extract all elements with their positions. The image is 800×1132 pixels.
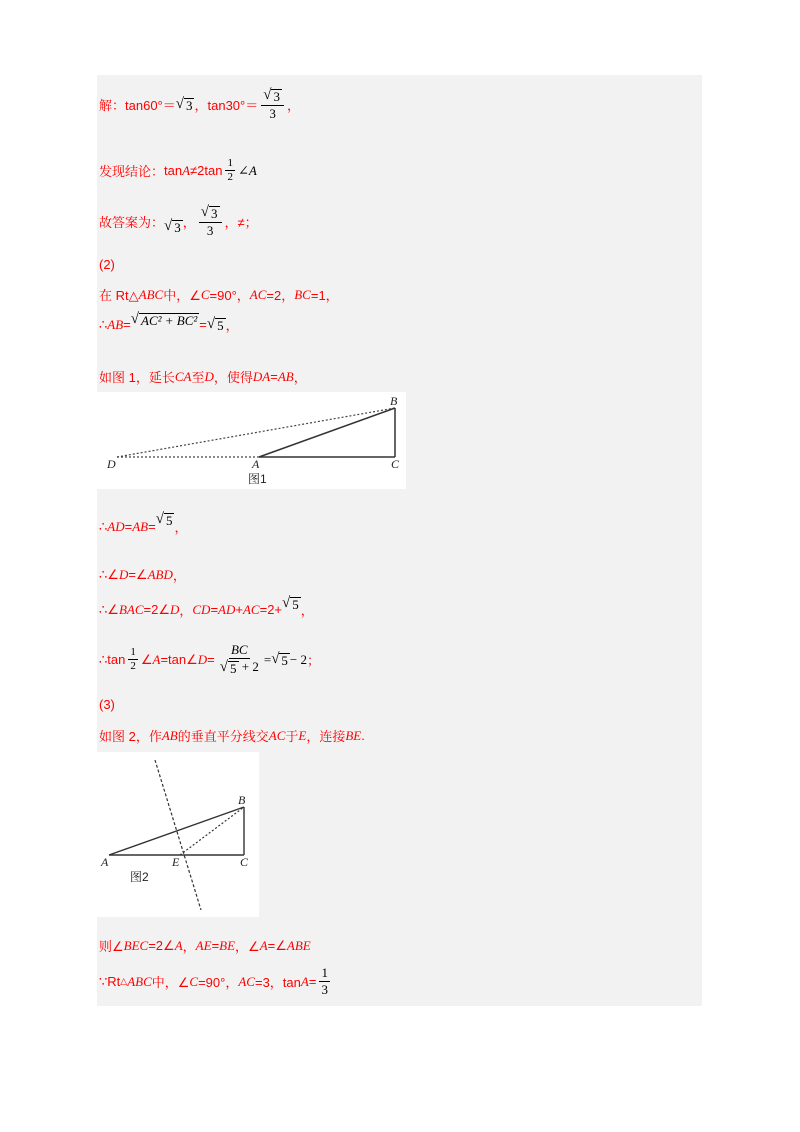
label-B: B — [238, 793, 246, 807]
text: ，∠ — [235, 939, 260, 954]
var: AE — [195, 937, 212, 953]
fraction-half — [128, 647, 138, 672]
text: 于 — [285, 729, 299, 744]
var: ABD — [147, 566, 173, 582]
fraction — [261, 88, 284, 121]
text: ， — [286, 98, 300, 113]
line-ad-eq-ab — [99, 510, 188, 536]
radicand: 5 — [230, 661, 237, 676]
radicand: 3 — [185, 97, 193, 113]
line-tan-half-a — [99, 643, 320, 676]
text: tan30°＝ — [207, 98, 259, 113]
fraction-denominator: 2 — [227, 171, 233, 183]
var: E — [298, 727, 307, 743]
fraction-denominator: 3 — [321, 982, 328, 997]
text: ∠ — [140, 651, 153, 667]
label-E: E — [172, 855, 180, 869]
var: CA — [174, 368, 192, 384]
fraction-denominator: 2 — [130, 660, 136, 672]
label-B: B — [390, 394, 398, 408]
text: =tan∠ — [160, 651, 198, 667]
radicand: AC² + BC² — [141, 312, 198, 328]
text: (3) — [99, 697, 115, 712]
radicand: 3 — [174, 219, 181, 235]
segment-AB — [259, 408, 395, 457]
text: ∴∠ — [99, 566, 119, 582]
var: BC — [294, 286, 311, 302]
var: ABC — [127, 973, 152, 989]
text: =2， — [266, 288, 295, 303]
text: − 2 — [289, 651, 308, 667]
text: ， — [293, 370, 307, 385]
text: 故答案为： — [99, 215, 165, 230]
text: =∠ — [267, 937, 287, 953]
text: 至 — [191, 370, 205, 385]
line-tan-values — [99, 88, 300, 121]
text: ∴ — [99, 518, 108, 534]
fraction-numerator: BC — [230, 642, 248, 657]
text: ，连接 — [306, 729, 346, 744]
text: 发现结论： — [99, 164, 165, 179]
text: 中，∠ — [151, 975, 190, 990]
fraction-numerator: 1 — [227, 157, 233, 169]
var: ABC — [138, 286, 164, 302]
text: ∵Rt — [99, 973, 121, 989]
text: ， — [174, 520, 188, 535]
var: DA — [252, 368, 271, 384]
var: ABE — [286, 937, 311, 953]
text: ∴tan — [99, 651, 126, 667]
segment-BE — [180, 807, 244, 855]
fraction-numerator: 1 — [321, 965, 328, 980]
text: ， — [225, 318, 239, 333]
radicand: 5 — [292, 596, 299, 612]
var: D — [118, 566, 129, 582]
var: BEC — [123, 937, 149, 953]
text: = — [263, 651, 272, 667]
line-triangle-tan — [99, 966, 333, 997]
text: =2+ — [259, 602, 283, 617]
text: ； — [307, 653, 321, 668]
text: =∠ — [128, 566, 148, 582]
fraction-numerator: √ 3 — [199, 205, 222, 223]
var: BAC — [118, 601, 144, 617]
text: 如图 1，延长 — [99, 370, 175, 385]
line-angle-bac — [99, 594, 314, 619]
radicand: 3 — [273, 89, 280, 104]
text: tan — [164, 163, 183, 178]
line-figure1-desc — [99, 367, 307, 386]
var: A — [259, 937, 268, 953]
text: ， — [194, 98, 208, 113]
var: AC — [238, 973, 255, 989]
figure-2 — [97, 752, 259, 917]
figure-2-diagram — [97, 752, 259, 917]
text: △ — [120, 976, 128, 986]
var: BE — [219, 937, 236, 953]
var: C — [189, 973, 199, 989]
sqrt-expression: √ 5 — [219, 659, 237, 676]
var: AD — [218, 601, 236, 617]
part-2-label — [99, 257, 115, 272]
text: ， — [182, 215, 196, 230]
var: A — [300, 973, 309, 989]
label-C: C — [391, 457, 400, 471]
fraction-half — [225, 158, 235, 183]
var: CD — [192, 601, 211, 617]
sqrt-expression: √ AC² + BC² — [130, 310, 198, 328]
label-C: C — [240, 855, 249, 869]
text: 则∠ — [99, 939, 124, 954]
text: =2∠ — [143, 601, 170, 617]
text: ， — [172, 568, 186, 583]
text: ， — [179, 603, 193, 618]
var: BE — [345, 727, 362, 743]
fraction-numerator: 1 — [130, 646, 136, 658]
text: =1， — [310, 288, 339, 303]
var: AC — [242, 601, 260, 617]
line-triangle-given — [99, 285, 339, 304]
line-conclusion — [99, 158, 257, 183]
text: ， — [300, 603, 314, 618]
text: = — [199, 317, 207, 332]
segment-AB — [109, 807, 244, 855]
text: = — [270, 369, 278, 384]
var: AB — [277, 368, 294, 384]
line-answer — [99, 205, 258, 238]
text: = — [124, 519, 133, 534]
line-angle-d — [99, 565, 186, 584]
text: = — [211, 938, 220, 953]
fraction-numerator: √ 3 — [261, 88, 284, 106]
text: + — [235, 602, 243, 617]
var: A — [152, 651, 161, 667]
radicand: 5 — [217, 317, 224, 333]
text: =90°， — [209, 288, 250, 303]
text: 解： — [99, 98, 126, 113]
text: = — [308, 974, 317, 989]
perpendicular-bisector — [155, 760, 201, 910]
fraction-denominator: 3 — [269, 106, 276, 121]
var: C — [200, 286, 210, 302]
figure-1-caption: 图1 — [248, 472, 267, 486]
text: ， — [182, 939, 196, 954]
var: A — [174, 937, 183, 953]
text: ，≠； — [224, 215, 258, 230]
sqrt-expression: √ 5 — [282, 594, 299, 612]
var: AB — [132, 518, 149, 534]
text: tan60°＝ — [125, 98, 176, 113]
text: ∴ — [99, 316, 108, 332]
part-3-label — [99, 697, 115, 712]
text: + 2 — [238, 659, 259, 674]
sqrt-expression: √ 5 — [271, 650, 288, 668]
var: AB — [107, 316, 124, 332]
text: ≠2tan — [190, 163, 223, 178]
fraction-denominator — [218, 659, 261, 676]
text: = — [123, 317, 131, 332]
label-D: D — [107, 457, 116, 471]
text: 如图 2，作 — [99, 729, 162, 744]
text: 的垂直平分线交 — [177, 729, 269, 744]
figure-1 — [97, 392, 406, 489]
segment-DB — [117, 408, 395, 457]
text: =3，tan — [254, 975, 301, 990]
text: = — [207, 652, 215, 667]
var: AC — [268, 727, 286, 743]
fraction — [218, 643, 261, 676]
label-A: A — [101, 855, 109, 869]
figure-2-caption: 图2 — [130, 870, 149, 884]
text: . — [361, 728, 365, 743]
fraction — [319, 966, 330, 997]
text: ∴∠ — [99, 601, 119, 617]
var: D — [197, 651, 208, 667]
sqrt-expression: √ 3 — [175, 95, 193, 113]
sqrt-expression: √ 5 — [155, 510, 173, 528]
line-angle-bec — [99, 936, 311, 955]
line-ab-length — [99, 310, 239, 334]
text: (2) — [99, 257, 115, 272]
var: D — [204, 368, 214, 384]
fraction — [199, 205, 222, 238]
var: A — [182, 162, 191, 178]
var: AC — [249, 286, 267, 302]
sqrt-expression: √ 3 — [164, 217, 181, 235]
var: AD — [107, 518, 125, 534]
fraction-denominator: 3 — [206, 223, 214, 238]
text: =2∠ — [148, 937, 175, 953]
text: = — [148, 519, 156, 534]
radicand: 5 — [281, 652, 288, 668]
label-A: A — [252, 457, 260, 471]
sqrt-expression: √ 5 — [206, 315, 224, 333]
text: ，使得 — [213, 370, 253, 385]
radicand: 3 — [211, 206, 218, 221]
line-figure2-desc — [99, 726, 365, 745]
radicand: 5 — [165, 512, 173, 528]
text: 中，∠ — [163, 288, 201, 303]
angle: ∠A — [237, 162, 257, 178]
var: AB — [161, 727, 178, 743]
text: = — [210, 602, 219, 617]
var: D — [169, 601, 180, 617]
text: =90°， — [198, 975, 239, 990]
figure-1-diagram — [97, 392, 406, 489]
text: 在 Rt△ — [99, 288, 139, 303]
